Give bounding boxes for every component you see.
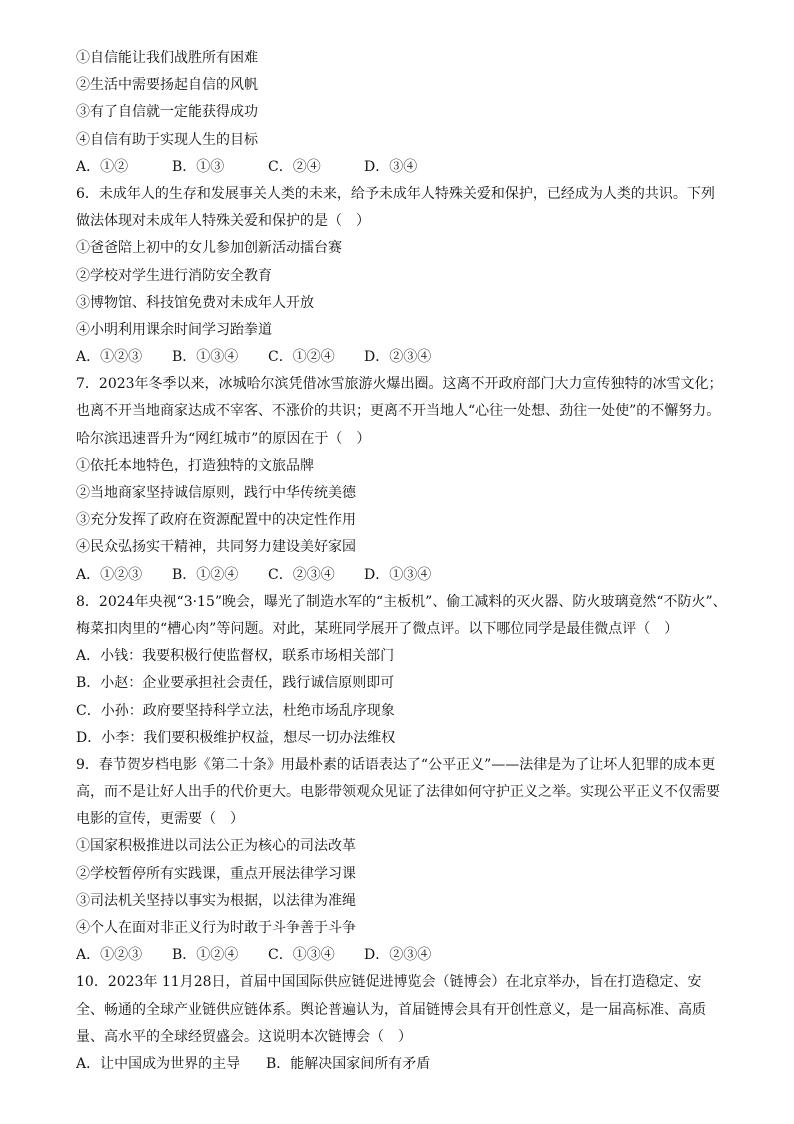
statement-3: ③司法机关坚持以事实为根据，以法律为准绳 xyxy=(76,892,356,909)
question-stem: 高，而不是让好人出手的代价更大。电影带领观众见证了法律如何守护正义之举。实现公平正义不仅需要 xyxy=(76,784,720,801)
option-d[interactable]: D．③④ xyxy=(364,158,418,175)
question-stem: 10．2023年 11月28日，首届中国国际供应链促进博览会（链博会）在北京举办，旨在打造稳定、安 xyxy=(76,974,702,991)
option-c[interactable]: C．②④ xyxy=(268,158,321,175)
statement-4: ④民众弘扬实干精神，共同努力建设美好家园 xyxy=(76,539,356,556)
question-10 xyxy=(76,969,726,1078)
option-d[interactable]: D．②③④ xyxy=(364,947,432,964)
answer-options xyxy=(76,344,726,371)
option-c[interactable]: C．①③④ xyxy=(268,947,335,964)
option-a[interactable]: A．①②③ xyxy=(76,947,143,964)
option-c[interactable]: C．①②④ xyxy=(268,349,335,366)
option-b[interactable]: B．①②④ xyxy=(172,947,239,964)
statement-3: ③有了自信就一定能获得成功 xyxy=(76,104,258,121)
answer-options xyxy=(76,1051,726,1078)
option-b[interactable]: B．①②④ xyxy=(172,566,239,583)
option-b[interactable]: B．能解决国家间所有矛盾 xyxy=(266,1055,431,1072)
option-a[interactable]: A．让中国成为世界的主导 xyxy=(76,1055,241,1072)
question-9 xyxy=(76,752,726,970)
answer-options xyxy=(76,562,726,589)
question-7 xyxy=(76,371,726,589)
statement-2: ②学校对学生进行消防安全教育 xyxy=(76,267,272,284)
question-stem: 也离不开当地商家达成不宰客、不涨价的共识；更离不开当地人“心往一处想、劲往一处使”的不懈努力。 xyxy=(76,403,721,420)
question-stem: 8．2024年央视“3·15”晚会，曝光了制造水军的“主板机”、偷工减料的灭火器、防火玻璃竟然“不防火”、 xyxy=(76,593,727,610)
option-b[interactable]: B．①③④ xyxy=(172,349,239,366)
question-stem: 量、高水平的全球经贸盛会。这说明本次链博会（ ） xyxy=(76,1028,412,1045)
statement-2: ②当地商家坚持诚信原则，践行中华传统美德 xyxy=(76,485,356,501)
statement-2: ②生活中需要扬起自信的风帆 xyxy=(76,77,258,94)
question-stem: 梅菜扣肉里的“槽心肉”等问题。对此，某班同学展开了微点评。以下哪位同学是最佳微点评（ ） xyxy=(76,620,679,637)
option-a[interactable]: A．小钱：我要积极行使监督权，联系市场相关部门 xyxy=(76,648,395,665)
option-d[interactable]: D．②③④ xyxy=(364,349,432,366)
statement-1: ①国家积极推进以司法公正为核心的司法改革 xyxy=(76,838,356,855)
question-stem: 6．未成年人的生存和发展事关人类的未来，给予未成年人特殊关爱和保护，已经成为人类的共识。下列 xyxy=(76,185,715,202)
option-c[interactable]: C．小孙：政府要坚持科学立法，杜绝市场乱序现象 xyxy=(76,702,395,719)
question-5 xyxy=(76,45,726,181)
option-d[interactable]: D．①③④ xyxy=(364,566,432,583)
question-stem: 做法体现对未成年人特殊关爱和保护的是（ ） xyxy=(76,213,370,230)
question-8 xyxy=(76,589,726,752)
statement-4: ④个人在面对非正义行为时敢于斗争善于斗争 xyxy=(76,920,356,936)
statement-1: ①依托本地特色，打造独特的文旅品牌 xyxy=(76,457,314,474)
statement-1: ①爸爸陪上初中的女儿参加创新活动擂台赛 xyxy=(76,240,342,257)
statement-3: ③充分发挥了政府在资源配置中的决定性作用 xyxy=(76,512,356,529)
question-6 xyxy=(76,181,726,371)
option-a[interactable]: A．①②③ xyxy=(76,566,143,583)
answer-options xyxy=(76,942,726,969)
statement-2: ②学校暂停所有实践课，重点开展法律学习课 xyxy=(76,865,356,882)
option-b[interactable]: B．小赵：企业要承担社会责任，践行诚信原则即可 xyxy=(76,675,395,692)
question-stem: 电影的宣传，更需要（ ） xyxy=(76,811,244,828)
question-stem: 全、畅通的全球产业链供应链体系。舆论普遍认为，首届链博会具有开创性意义，是一届高标准、高质 xyxy=(76,1001,706,1018)
option-a[interactable]: A．①②③ xyxy=(76,349,143,366)
option-a[interactable]: A．①② xyxy=(76,158,129,175)
option-d[interactable]: D．小李：我们要积极维护权益，想尽一切办法维权 xyxy=(76,729,396,746)
exam-page xyxy=(76,45,726,1078)
statement-1: ①自信能让我们战胜所有困难 xyxy=(76,50,258,66)
question-stem: 9．春节贺岁档电影《第二十条》用最朴素的话语表达了“公平正义”——法律是为了让坏人犯罪的成本更 xyxy=(76,756,716,773)
statement-4: ④小明利用课余时间学习跆拳道 xyxy=(76,321,272,338)
answer-options xyxy=(76,154,726,181)
statement-3: ③博物馆、科技馆免费对未成年人开放 xyxy=(76,294,314,311)
question-stem: 哈尔滨迅速晋升为“网红城市”的原因在于（ ） xyxy=(76,430,371,447)
option-b[interactable]: B．①③ xyxy=(172,158,225,175)
question-stem: 7．2023年冬季以来，冰城哈尔滨凭借冰雪旅游火爆出圈。这离不开政府部门大力宣传独特的冰雪文化； xyxy=(76,376,723,393)
statement-4: ④自信有助于实现人生的目标 xyxy=(76,131,258,148)
option-c[interactable]: C．②③④ xyxy=(268,566,335,583)
